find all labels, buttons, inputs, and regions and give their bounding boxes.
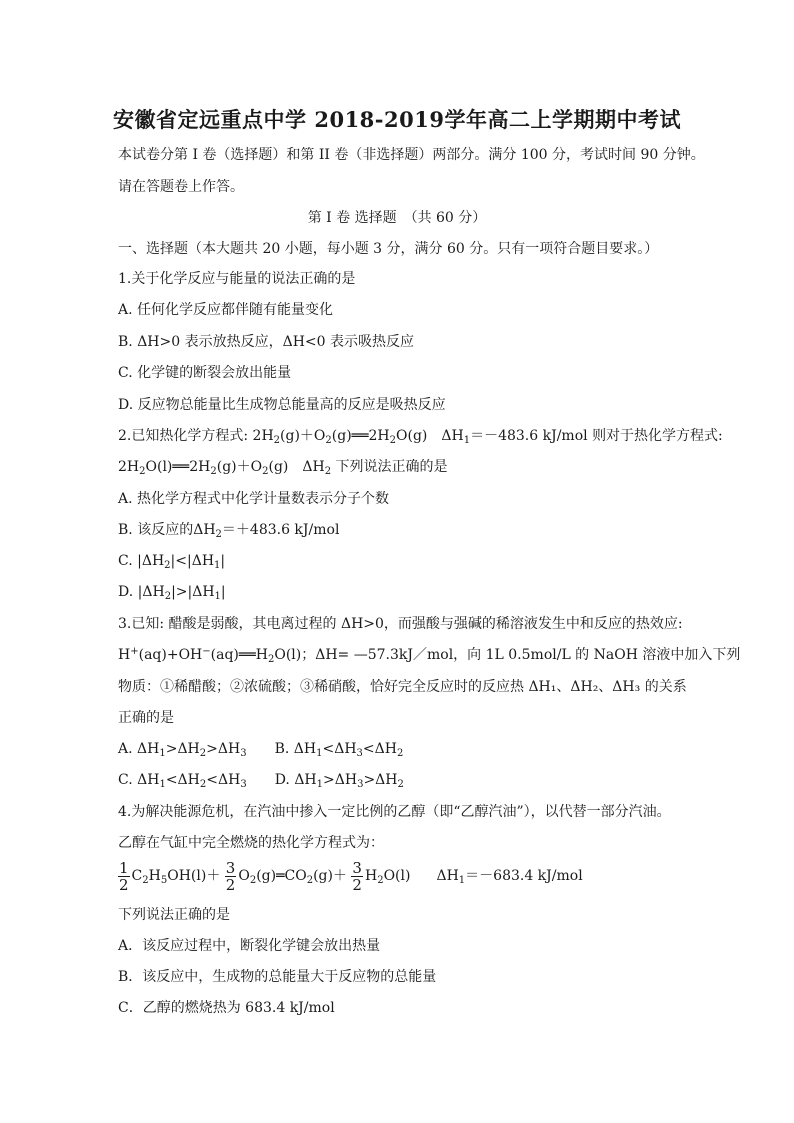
q3-option-a: A. $\Delta H_1>\Delta H_2>\Delta H_3$ bbox=[118, 741, 247, 759]
q3-equation: $H^+(aq)+OH^-(aq)══H_2O(l)$；ΔH= —57.3kJ／mol bbox=[118, 646, 454, 665]
q2-option-b bbox=[118, 521, 339, 539]
q2-equation-2: $2H_2O(l)══2H_2(g)+O_2(g)$ $\Delta H_2$ bbox=[118, 459, 332, 477]
q3-stem-line-2 bbox=[118, 646, 740, 664]
q4-equation: $\frac{1}{2}$ $C_2H_5OH(l)+$ $\frac{3}{2}$ $O_2(g)═CO_2(g)+$ $\frac{3}{2}$ $H_2O(l)$ $\Delta H_1=-683.4$ kJ/mol bbox=[119, 858, 583, 894]
q2-stem-a: 2.已知热化学方程式: bbox=[118, 428, 249, 444]
q2-option-c-formula: $|\Delta H_2|<|\Delta H_1|$ bbox=[137, 553, 226, 571]
q2-equation-1: $2H_2(g)+O_2(g)══2H_2O(g)$ $\Delta H_1=-483.6$ kJ/mol bbox=[252, 428, 588, 446]
q1-option-c: C. 化学键的断裂会放出能量 bbox=[118, 365, 292, 381]
fraction-three-halves: $\frac{3}{2}$ bbox=[225, 858, 236, 894]
q3-stem-tail: ，向 1L 0.5mol/L 的 NaOH 溶液中加入下列 bbox=[453, 647, 741, 663]
q2-option-b-prefix: B. 该反应的 bbox=[118, 522, 194, 538]
q3-options-ab bbox=[118, 740, 403, 758]
q2-option-d-prefix: D. bbox=[118, 584, 134, 600]
q3-options-cd bbox=[118, 771, 404, 789]
q1-stem: 1.关于化学反应与能量的说法正确的是 bbox=[118, 271, 356, 287]
q2-option-c bbox=[118, 552, 225, 570]
q1-option-d: D. 反应物总能量比生成物总能量高的反应是吸热反应 bbox=[118, 397, 446, 413]
q3-option-b: B. $\Delta H_1<\Delta H_3<\Delta H_2$ bbox=[274, 741, 404, 759]
instructions: 一、选择题（本大题共 20 小题，每小题 3 分，满分 60 分。只有一项符合题目要求。） bbox=[118, 241, 659, 257]
q3-stem-line-3: 物质：①稀醋酸；②浓硫酸；③稀硝酸，恰好完全反应时的反应热 ΔH₁、ΔH₂、ΔH₃ 的关系 bbox=[118, 679, 687, 695]
fraction-three-halves-2: $\frac{3}{2}$ bbox=[352, 858, 362, 894]
page-title: 安徽省定远重点中学 2018-2019学年高二上学期期中考试 bbox=[113, 107, 681, 132]
q2-option-c-prefix: C. bbox=[118, 553, 133, 569]
q2-option-d bbox=[118, 583, 226, 601]
q4-stem-line-3: 下列说法正确的是 bbox=[118, 907, 230, 923]
intro-line-1: 本试卷分第 I 卷（选择题）和第 II 卷（非选择题）两部分。满分 100 分，考试时间 90 分钟。 bbox=[118, 147, 705, 163]
q4-option-b: B．该反应中，生成物的总能量大于反应物的总能量 bbox=[118, 969, 437, 985]
q2-option-d-formula: $|\Delta H_2|>|\Delta H_1|$ bbox=[137, 584, 226, 602]
q2-option-b-formula: $\Delta H_2=+483.6$ kJ/mol bbox=[193, 522, 340, 540]
fraction-one-half: $\frac{1}{2}$ bbox=[119, 858, 129, 894]
q2-stem-line-2 bbox=[118, 458, 448, 476]
q2-stem-b: 则对于热化学方程式: bbox=[592, 428, 723, 444]
q4-stem-line-1: 4.为解决能源危机，在汽油中掺入一定比例的乙醇（即“乙醇汽油”），以代替一部分汽油。 bbox=[118, 804, 671, 820]
q3-option-d: D. $\Delta H_1>\Delta H_3>\Delta H_2$ bbox=[274, 772, 404, 790]
q2-stem-c: 下列说法正确的是 bbox=[335, 459, 448, 475]
q3-option-c: C. $\Delta H_1<\Delta H_2<\Delta H_3$ bbox=[118, 772, 247, 790]
q4-stem-line-2: 乙醇在气缸中完全燃烧的热化学方程式为： bbox=[118, 835, 384, 851]
q1-option-b: B. ΔH>0 表示放热反应，ΔH<0 表示吸热反应 bbox=[118, 334, 415, 350]
q4-option-a: A．该反应过程中，断裂化学键会放出热量 bbox=[118, 938, 381, 954]
intro-line-2: 请在答题卷上作答。 bbox=[118, 179, 244, 195]
section-title: 第 I 卷 选择题 （共 60 分） bbox=[307, 210, 487, 226]
q4-option-c: C．乙醇的燃烧热为 683.4 kJ/mol bbox=[118, 1000, 335, 1016]
q1-option-a: A. 任何化学反应都伴随有能量变化 bbox=[118, 302, 334, 318]
q3-stem-line-1: 3.已知: 醋酸是弱酸，其电离过程的 ΔH>0，而强酸与强碱的稀溶液发生中和反应的热效应: bbox=[118, 616, 683, 632]
q3-stem-line-4: 正确的是 bbox=[118, 710, 174, 726]
q2-option-a: A. 热化学方程式中化学计量数表示分子个数 bbox=[118, 491, 390, 507]
q2-stem-line-1 bbox=[118, 427, 723, 445]
